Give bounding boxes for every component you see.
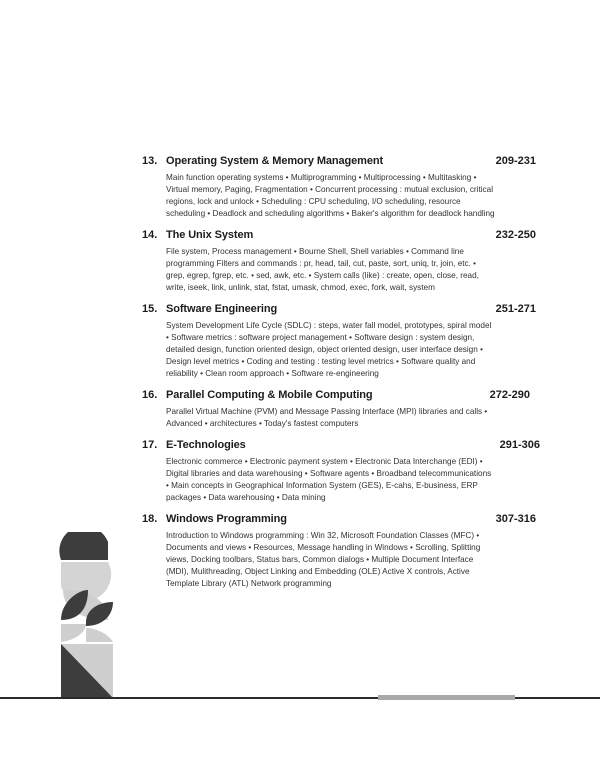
chapter-number: 15. (142, 303, 158, 315)
chapter-pages: 209-231 (495, 155, 536, 167)
toc-chapter-15[interactable] (142, 303, 542, 380)
chapter-title[interactable]: E-Technologies (166, 439, 246, 451)
chapter-description: Main function operating systems • Multiprogramming • Multiprocessing • Multitasking • Virtual memory, Paging, Fragmentation • Concurrent processing : mutual exclusion, critical regions, lock and unlock • Scheduling : CPU scheduling, I/O scheduling, resource scheduling • Deadlock and scheduling algorithms • Baker's algorithm for deadlock handling (166, 173, 495, 218)
chapter-title[interactable]: Windows Programming (166, 513, 287, 525)
chapter-pages: 232-250 (495, 229, 536, 241)
chapter-heading (142, 389, 542, 405)
chapter-description: Electronic commerce • Electronic payment system • Electronic Data Interchange (EDI) • Digital libraries and data warehousing • Software agents • Broadband telecommunications • Main concepts in Geographical Information System (GES), E-cahs, E-business, ERP packages • Data warehousing • Data mining (166, 457, 492, 502)
chapter-description: Introduction to Windows programming : Win 32, Microsoft Foundation Classes (MFC) • Documents and views • Resources, Message handling in Windows • Scrolling, Splitting views, Docking toolbars, Status bars, Common dialogs • Multiple Document Interface (MDI), Mulithreading, Object Linking and Embedding (OLE) Active X controls, Active Template Library (ATL) Network programming (166, 531, 481, 588)
chapter-description: Parallel Virtual Machine (PVM) and Message Passing Interface (MPI) libraries and calls • Advanced • architectures • Today's fastest computers (166, 407, 488, 428)
toc-chapter-17[interactable] (142, 439, 542, 504)
chapter-title[interactable]: Software Engineering (166, 303, 278, 315)
toc-chapter-14[interactable] (142, 229, 542, 294)
chapter-description: File system, Process management • Bourne Shell, Shell variables • Command line programming Filters and commands : pr, head, tail, cut, paste, sort, uniq, tr, join, etc. • grep, egrep, fgrep, etc. • sed, awk, etc. • System calls (like) : create, open, close, read, write, iseek, link, unlink, stat, fstat, umask, chmod, exec, fork, wait, system (166, 247, 479, 292)
chapter-number: 16. (142, 389, 158, 401)
toc-chapter-18[interactable] (142, 513, 542, 590)
chapter-heading (142, 155, 542, 171)
chapter-number: 17. (142, 439, 158, 451)
chapter-title[interactable]: The Unix System (166, 229, 254, 241)
abstract-leaf-shapes-icon (58, 532, 118, 702)
chapter-description: System Development Life Cycle (SDLC) : steps, water fall model, prototypes, spiral model • Software metrics : software project management • Software design : system design, detailed design, function oriented design, object oriented design, user interface design • Design level metrics • Coding and testing : testing level metrics • Software quality and reliability • Clean room approach • Software re-engineering (166, 321, 492, 378)
chapter-pages: 251-271 (495, 303, 536, 315)
chapter-pages: 291-306 (499, 439, 540, 451)
chapter-title[interactable]: Parallel Computing & Mobile Computing (166, 389, 373, 401)
chapter-heading (142, 229, 542, 245)
toc-chapter-13[interactable] (142, 155, 542, 220)
chapter-heading (142, 513, 542, 529)
chapter-heading (142, 439, 542, 455)
table-of-contents (142, 155, 542, 599)
chapter-number: 14. (142, 229, 158, 241)
toc-chapter-16[interactable] (142, 389, 542, 430)
chapter-title[interactable]: Operating System & Memory Management (166, 155, 384, 167)
chapter-number: 18. (142, 513, 158, 525)
chapter-number: 13. (142, 155, 158, 167)
footer-accent-bar (378, 695, 515, 700)
chapter-pages: 272-290 (489, 389, 530, 401)
chapter-pages: 307-316 (495, 513, 536, 525)
chapter-heading (142, 303, 542, 319)
